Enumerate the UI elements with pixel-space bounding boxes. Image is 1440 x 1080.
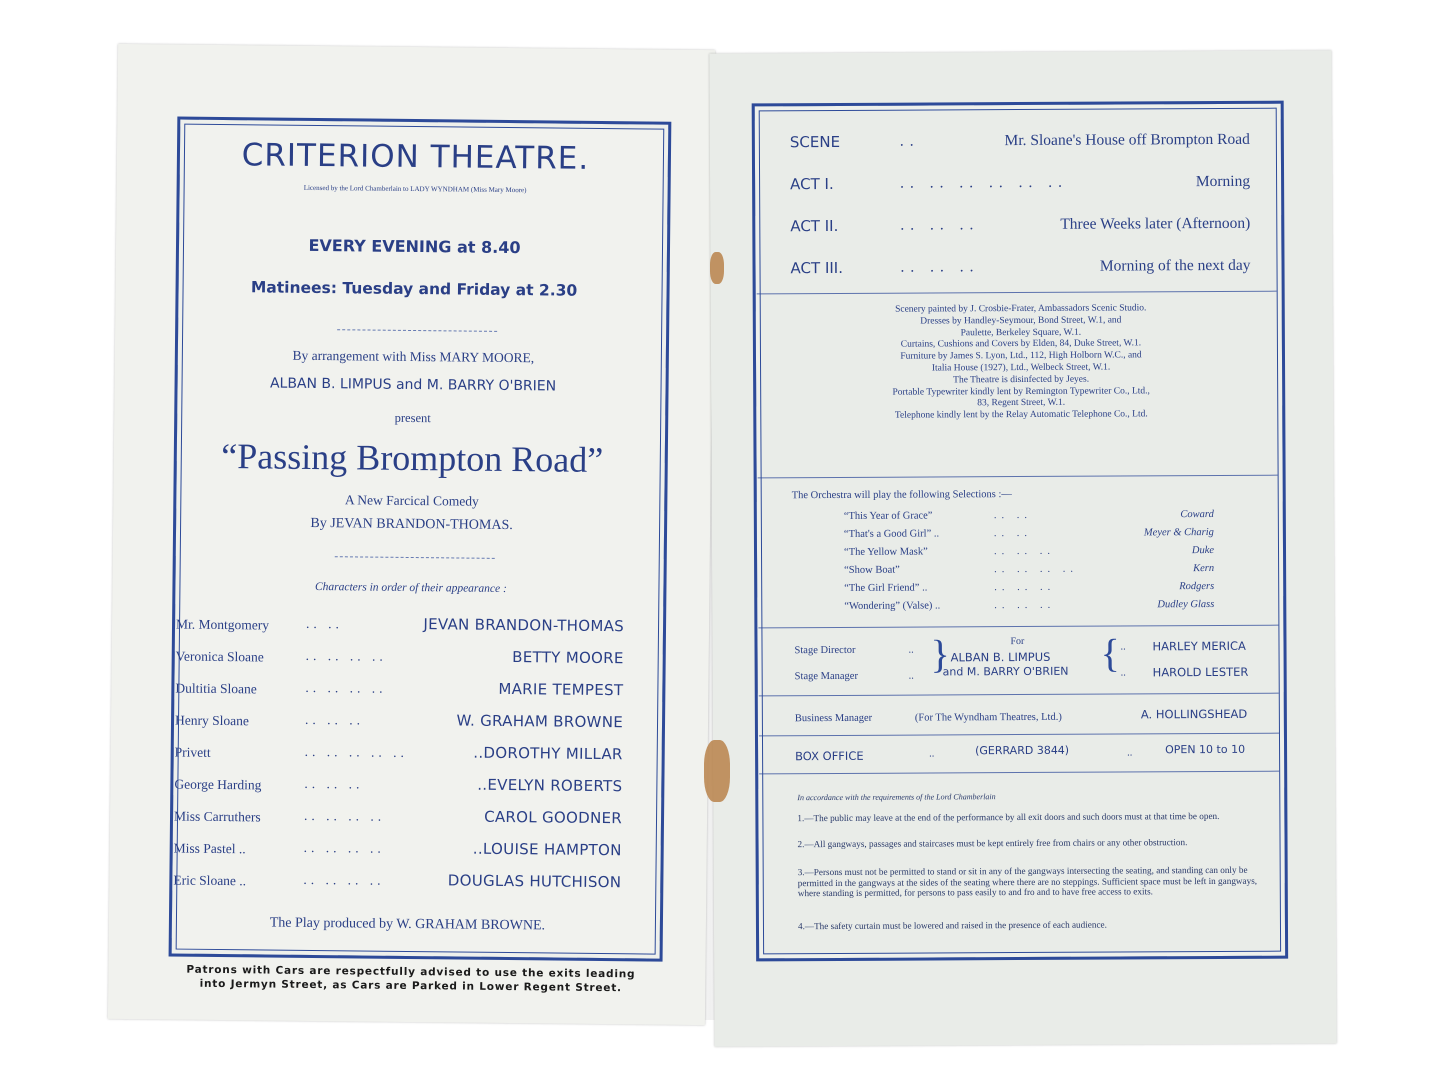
- scene-key: ACT II.: [790, 216, 839, 236]
- stage-manager-label: Stage Manager: [794, 670, 858, 683]
- cast-dots: .. .. .. ..: [305, 679, 387, 696]
- cast-dots: .. .. .. .. ..: [304, 743, 409, 760]
- selection-author: Coward: [1180, 509, 1214, 521]
- cast-dots: .. ..: [305, 615, 344, 632]
- staff-dots: ..: [929, 748, 935, 760]
- cast-row: [176, 613, 624, 644]
- notice-2: 2.—All gangways, passages and staircases must be kept entirely free from chairs or any other obstruction.: [797, 837, 1188, 850]
- cast-row: [174, 773, 622, 804]
- manager-name: HAROLD LESTER: [1152, 664, 1249, 680]
- cast-row: [174, 805, 622, 836]
- scene-key: ACT III.: [790, 258, 844, 278]
- selection-title: “The Girl Friend” ..: [844, 582, 928, 594]
- cast-row: [174, 837, 622, 868]
- box-office-hours: OPEN 10 to 10: [1165, 742, 1246, 757]
- selection-author: Kern: [1193, 562, 1215, 575]
- binding-stain: [704, 740, 730, 802]
- credit-line: Scenery painted by J. Crosbie-Frater, Ambassadors Scenic Studio.: [895, 303, 1147, 315]
- selection-title: “That's a Good Girl” ..: [843, 528, 940, 540]
- director-name: HARLEY MERICA: [1152, 638, 1246, 654]
- selection-author: Dudley Glass: [1157, 598, 1215, 611]
- business-note: (For The Wyndham Theatres, Ltd.): [914, 711, 1062, 724]
- right-page: [709, 50, 1336, 1046]
- scene-value: Three Weeks later (Afternoon): [1060, 214, 1251, 233]
- selection-dots: .. ..: [993, 527, 1033, 540]
- credit-line: The Theatre is disinfected by Jeyes.: [953, 374, 1090, 386]
- cast-actor: JEVAN BRANDON-THOMAS: [423, 615, 625, 636]
- selection-dots: .. .. ..: [993, 545, 1056, 558]
- cast-dots: .. .. .. ..: [305, 647, 387, 664]
- staff-dots: ..: [908, 644, 914, 656]
- cast-role: Miss Carruthers: [173, 808, 261, 825]
- for-label: For: [1010, 635, 1025, 648]
- patrons-line-2: into Jermyn Street, as Cars are Parked in Lower Regent Street.: [199, 977, 622, 995]
- staff-dots: ..: [1120, 667, 1126, 679]
- credit-line: Paulette, Berkeley Square, W.1.: [960, 327, 1082, 338]
- notice-heading: In accordance with the requirements of the Lord Chamberlain: [797, 792, 996, 803]
- cast-role: Henry Sloane: [174, 712, 249, 729]
- selection-author: Meyer & Charig: [1143, 527, 1214, 539]
- scene-dots: .. .. ..: [900, 258, 980, 276]
- play-title: “Passing Brompton Road”: [221, 436, 604, 481]
- selection-author: Rodgers: [1179, 580, 1215, 593]
- credit-line: Telephone kindly lent by the Relay Automatic Telephone Co., Ltd.: [894, 409, 1148, 421]
- scene-dots: .. .. .. .. .. ..: [900, 173, 1069, 192]
- orchestra-heading: The Orchestra will play the following Selections :—: [791, 489, 1012, 502]
- credit-line: Dresses by Handley-Seymour, Bond Street, W.1, and: [920, 315, 1122, 327]
- scene-row: [790, 215, 1250, 247]
- selection-row: [844, 545, 1214, 565]
- credit-line: Curtains, Cushions and Covers by Elden, 84, Duke Street, W.1.: [900, 338, 1142, 351]
- play-subtitle: A New Farcical Comedy: [344, 492, 479, 509]
- selection-row: [844, 581, 1214, 601]
- selection-row: [844, 563, 1214, 583]
- credit-line: Furniture by James S. Lyon, Ltd., 112, High Holborn W.C., and: [900, 350, 1142, 362]
- cast-actor: ..DOROTHY MILLAR: [473, 743, 623, 764]
- arrangement-line-2: ALBAN B. LIMPUS and M. BARRY O'BRIEN: [269, 375, 557, 395]
- business-manager-name: A. HOLLINGSHEAD: [1140, 706, 1248, 722]
- left-page: [108, 44, 715, 1025]
- selection-dots: .. .. ..: [994, 599, 1056, 612]
- cast-actor: ..LOUISE HAMPTON: [472, 839, 622, 860]
- credit-line: Italia House (1927), Ltd., Welbeck Street, W.1.: [931, 362, 1111, 374]
- cast-dots: .. .. .. ..: [303, 839, 385, 856]
- cast-dots: .. .. ..: [304, 711, 365, 728]
- scene-row: [790, 131, 1250, 163]
- notice-4: 4.—The safety curtain must be lowered and raised in the presence of each audience.: [797, 919, 1107, 932]
- credit-line: Portable Typewriter kindly lent by Remington Typewriter Co., Ltd.,: [892, 385, 1150, 398]
- cast-role: Mr. Montgomery: [175, 616, 270, 633]
- selection-title: “The Yellow Mask”: [843, 546, 928, 558]
- scene-row: [790, 257, 1250, 289]
- staff-dots: ..: [1120, 641, 1126, 653]
- characters-heading: Characters in order of their appearance :: [314, 580, 507, 596]
- theatre-name: CRITERION THEATRE.: [241, 137, 590, 177]
- cast-role: George Harding: [174, 776, 262, 793]
- scene-dots: ..: [899, 132, 920, 150]
- arrangement-line-1: By arrangement with Miss MARY MOORE,: [292, 347, 535, 366]
- cast-dots: .. .. .. ..: [303, 807, 386, 824]
- matinees: Matinees: Tuesday and Friday at 2.30: [250, 278, 578, 300]
- scene-row: [790, 173, 1250, 205]
- cast-row: [175, 741, 623, 772]
- cast-role: Miss Pastel ..: [173, 840, 246, 857]
- scene-value: Morning of the next day: [1099, 256, 1251, 275]
- patrons-notice: [138, 962, 683, 996]
- selection-author: Duke: [1191, 544, 1215, 557]
- selection-title: “Wondering” (Valse) ..: [844, 600, 941, 612]
- selection-dots: .. .. .. ..: [994, 563, 1079, 576]
- cast-actor: DOUGLAS HUTCHISON: [447, 871, 622, 892]
- licensed-line: Licensed by the Lord Chamberlain to LADY WYNDHAM (Miss Mary Moore): [303, 183, 527, 195]
- every-evening: EVERY EVENING at 8.40: [308, 235, 521, 258]
- for-line-2: and M. BARRY O'BRIEN: [942, 664, 1069, 679]
- cast-role: Veronica Sloane: [175, 648, 264, 665]
- credits-block: [791, 303, 1252, 423]
- cast-role: Privett: [174, 744, 211, 760]
- cast-row: [175, 709, 623, 740]
- for-line-1: ALBAN B. LIMPUS: [950, 649, 1051, 665]
- cast-actor: W. GRAHAM BROWNE: [456, 711, 624, 732]
- box-office-label: BOX OFFICE: [795, 748, 864, 764]
- selection-dots: .. .. ..: [994, 581, 1056, 594]
- cast-actor: CAROL GOODNER: [484, 807, 623, 828]
- selection-title: “Show Boat”: [844, 564, 900, 576]
- cast-dots: .. .. ..: [304, 775, 364, 792]
- cast-role: Dultitia Sloane: [175, 680, 257, 697]
- box-office-phone: (GERRARD 3844): [975, 743, 1070, 758]
- patrons-line-1: Patrons with Cars are respectfully advised to use the exits leading: [186, 963, 636, 981]
- selection-row: [844, 527, 1214, 547]
- cast-row: [176, 645, 624, 676]
- staff-dots: ..: [908, 670, 914, 682]
- scene-dots: .. .. ..: [900, 216, 980, 234]
- play-author: By JEVAN BRANDON-THOMAS.: [310, 515, 513, 534]
- cast-actor: MARIE TEMPEST: [498, 679, 624, 700]
- left-brace: }: [930, 631, 950, 677]
- notice-1: 1.—The public may leave at the end of the performance by all exit doors and such doors must at that time be open.: [797, 810, 1220, 824]
- credit-line: 83, Regent Street, W.1.: [977, 398, 1066, 409]
- right-brace: {: [1100, 630, 1120, 676]
- scene-key: ACT I.: [790, 174, 834, 194]
- cast-dots: .. .. .. ..: [303, 871, 385, 888]
- cast-row: [173, 869, 621, 900]
- produced-by: The Play produced by W. GRAHAM BROWNE.: [269, 915, 546, 934]
- business-manager-label: Business Manager: [794, 712, 873, 725]
- present-label: present: [394, 410, 431, 426]
- cast-role: Eric Sloane ..: [173, 872, 247, 889]
- cast-row: [175, 677, 623, 708]
- selection-row: [844, 509, 1214, 529]
- scene-value: Mr. Sloane's House off Brompton Road: [1004, 130, 1250, 150]
- cast-actor: ..EVELYN ROBERTS: [477, 775, 623, 796]
- scene-key: SCENE: [789, 132, 841, 152]
- scene-value: Morning: [1195, 172, 1251, 191]
- binding-stain: [710, 252, 724, 284]
- selection-row: [844, 599, 1214, 619]
- stage-director-label: Stage Director: [794, 644, 856, 657]
- selection-title: “This Year of Grace”: [843, 510, 933, 522]
- selection-dots: .. ..: [993, 509, 1032, 522]
- cast-actor: BETTY MOORE: [512, 648, 624, 668]
- notice-3: 3.—Persons must not be permitted to stand or sit in any of the gangways intersecting the seating, and standing can only be permitted in the gangways at the sides of the seating where there are no steppings. Sufficient space must be left in gangways, where standing is permitted, for persons to pass easily to and fro and to have free access to exits.: [797, 864, 1258, 899]
- staff-dots: ..: [1127, 747, 1133, 759]
